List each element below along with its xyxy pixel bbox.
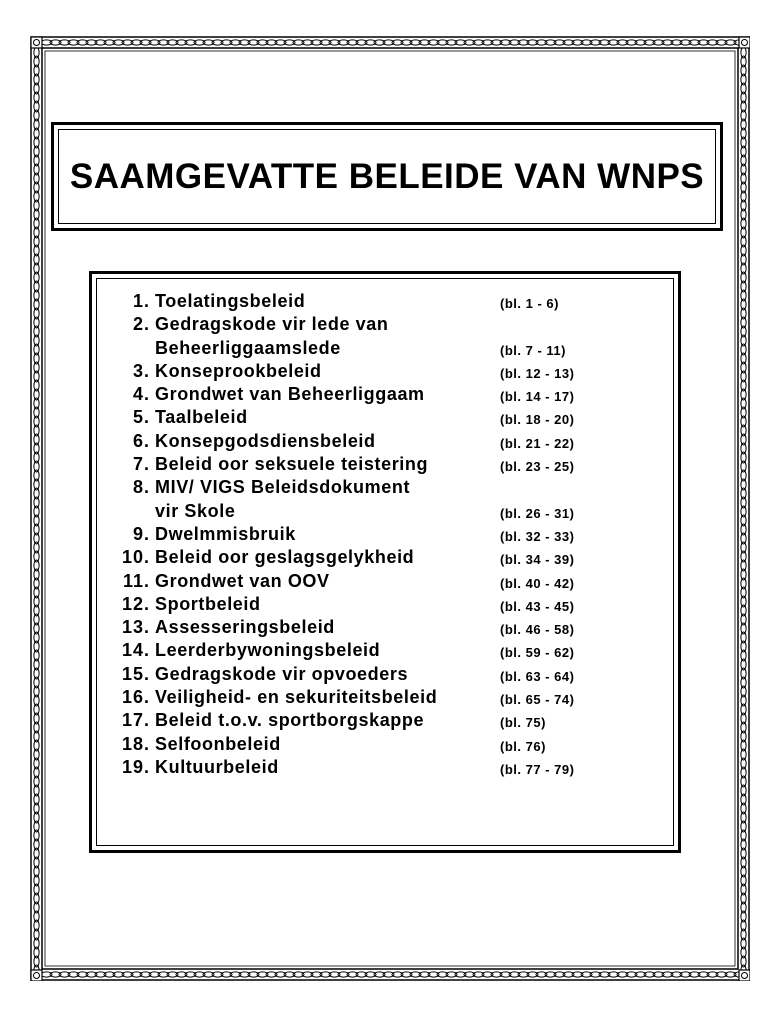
item-number: 1. (132, 291, 150, 311)
item-title: Beleid oor seksuele teistering (155, 454, 429, 475)
item-title: Kultuurbeleid (155, 756, 279, 777)
list-item (105, 733, 665, 756)
item-title: Grondwet van OOV (155, 570, 330, 591)
list-item (105, 406, 665, 429)
page-range: (bl. 59 - 62) (500, 645, 575, 661)
item-number: 7. (132, 454, 150, 475)
item-title: Toelatingsbeleid (155, 291, 306, 311)
item-number: 17. (121, 710, 150, 731)
item-title: Gedragskode vir opvoeders (155, 663, 409, 684)
item-title: Dwelmmisbruik (155, 523, 296, 544)
item-number: 18. (121, 733, 150, 754)
item-number: 2. (132, 314, 150, 335)
page-range: (bl. 65 - 74) (500, 692, 575, 708)
item-title: Selfoonbeleid (155, 733, 281, 754)
list-item (105, 686, 665, 709)
page-range: (bl. 75) (500, 715, 546, 731)
item-title: vir Skole (155, 500, 236, 521)
item-title: Beheerliggaamslede (155, 337, 341, 358)
page-range: (bl. 76) (500, 738, 546, 754)
list-item (105, 360, 665, 383)
list-item (105, 616, 665, 639)
item-number: 4. (132, 384, 150, 405)
item-number: 8. (132, 477, 150, 498)
item-title: Konseprookbeleid (155, 360, 322, 381)
list-item (105, 430, 665, 453)
page-range: (bl. 34 - 39) (500, 552, 575, 568)
list-item (105, 476, 665, 499)
item-number: 5. (132, 407, 150, 428)
list-item (105, 383, 665, 406)
item-number: 19. (121, 756, 150, 777)
item-number: 16. (121, 687, 150, 708)
list-item (105, 523, 665, 546)
page-range: (bl. 40 - 42) (500, 575, 575, 591)
item-title: Taalbeleid (155, 407, 248, 428)
item-title: Sportbeleid (155, 593, 261, 614)
page-range: (bl. 18 - 20) (500, 412, 575, 428)
list-item (105, 337, 665, 360)
item-title: Assesseringsbeleid (155, 617, 335, 638)
page-range: (bl. 14 - 17) (500, 389, 575, 405)
policy-list (105, 290, 665, 779)
item-title: Beleid oor geslagsgelykheid (155, 547, 415, 568)
item-number: 13. (121, 617, 150, 638)
item-number: 15. (121, 663, 150, 684)
title-box (51, 122, 723, 231)
item-title: Grondwet van Beheerliggaam (155, 384, 425, 405)
item-number: 12. (121, 593, 150, 614)
list-item (105, 593, 665, 616)
page-range: (bl. 21 - 22) (500, 435, 575, 451)
page-range: (bl. 32 - 33) (500, 528, 575, 544)
page-range: (bl. 46 - 58) (500, 622, 575, 638)
list-item (105, 663, 665, 686)
item-number: 9. (132, 523, 150, 544)
page-range: (bl. 77 - 79) (500, 761, 575, 777)
list-item (105, 500, 665, 523)
page-range: (bl. 26 - 31) (500, 505, 575, 521)
item-title: Beleid t.o.v. sportborgskappe (155, 710, 425, 731)
page-range: (bl. 23 - 25) (500, 459, 575, 475)
item-number: 6. (132, 430, 150, 451)
item-number: 3. (132, 360, 150, 381)
item-number: 14. (121, 640, 150, 661)
page-range: (bl. 12 - 13) (500, 365, 575, 381)
page-range: (bl. 1 - 6) (500, 296, 559, 311)
item-title: Leerderbywoningsbeleid (155, 640, 381, 661)
list-item (105, 546, 665, 569)
page-range: (bl. 7 - 11) (500, 342, 566, 358)
item-title: Gedragskode vir lede van (155, 314, 389, 335)
page-range: (bl. 63 - 64) (500, 668, 575, 684)
list-item (105, 290, 665, 313)
list-item (105, 313, 665, 336)
list-item (105, 756, 665, 779)
item-title: MIV/ VIGS Beleidsdokument (155, 477, 411, 498)
item-title: Veiligheid- en sekuriteitsbeleid (155, 687, 438, 708)
list-item (105, 570, 665, 593)
list-item (105, 709, 665, 732)
item-number: 10. (121, 547, 150, 568)
item-title: Konsepgodsdiensbeleid (155, 430, 376, 451)
list-item (105, 453, 665, 476)
item-number: 11. (122, 570, 150, 591)
page-title: SAAMGEVATTE BELEIDE VAN WNPS (69, 157, 705, 196)
list-item (105, 639, 665, 662)
page-range: (bl. 43 - 45) (500, 598, 575, 614)
